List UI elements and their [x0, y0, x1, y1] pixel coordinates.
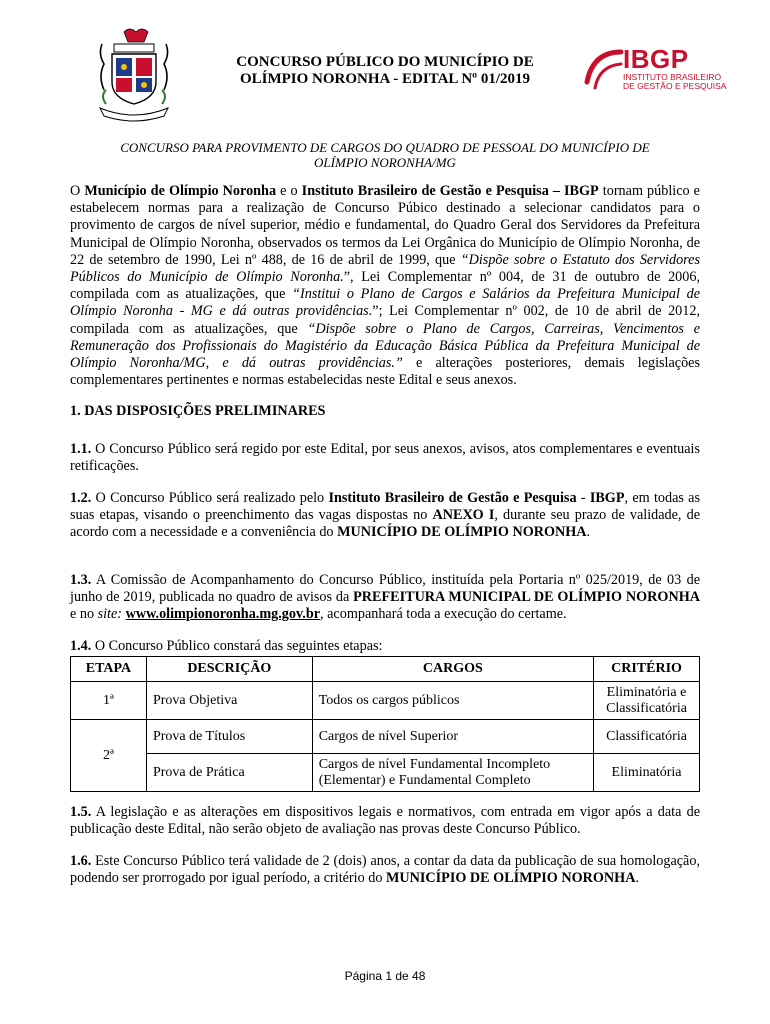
- municipality-website-link[interactable]: www.olimpionoronha.mg.gov.br: [125, 606, 321, 623]
- ibgp-logo-text: [623, 46, 726, 91]
- intro-text: e alterações posteriores, demais legislações complementares pertinentes e normas estabelecidas neste Edital e seus anexos.: [70, 355, 700, 389]
- intro-italic: “Dispõe sobre o Estatuto dos Servidores Públicos do Município de Olímpio Noronha.: [70, 251, 700, 286]
- item-number: 1.4.: [70, 638, 92, 654]
- subtitle-line-2: OLÍMPIO NORONHA/MG: [314, 155, 456, 170]
- paragraph-1-3: [70, 572, 700, 624]
- table-row: [71, 754, 700, 792]
- item-number: 1.5.: [70, 804, 92, 820]
- ibgp-logo-sub-2: DE GESTÃO E PESQUISA: [623, 81, 727, 91]
- item-bold: MUNICÍPIO DE OLÍMPIO NORONHA: [385, 870, 636, 887]
- criterio-line: Eliminatória e: [606, 684, 687, 700]
- criterio-line: Classificatória: [606, 700, 687, 716]
- intro-text: ”; Lei Complementar nº 002, de 10 de abril de 2012, compilada com as atualizações, que: [70, 303, 701, 337]
- item-text: A Comissão de Acompanhamento do Concurso Público, instituída pela Portaria nº 025/2019, de 03 de junho de 2019, publicada no quadro de avisos da: [70, 572, 700, 606]
- paragraph-1-4: [70, 638, 700, 655]
- cell-descricao: Prova de Títulos: [146, 720, 312, 754]
- cell-cargos: Cargos de nível Superior: [312, 720, 593, 754]
- paragraph-1-5: [70, 804, 700, 838]
- table-row: [71, 682, 700, 720]
- cargos-line: Cargos de nível Fundamental Incompleto: [318, 756, 551, 772]
- ibgp-logo-sub-1: INSTITUTO BRASILEIRO: [623, 72, 722, 82]
- ibgp-logo-main: IBGP: [623, 44, 689, 74]
- cell-descricao: Prova Objetiva: [146, 682, 312, 720]
- table-row: [71, 720, 700, 754]
- cell-descricao: Prova de Prática: [146, 754, 312, 792]
- column-header-descricao: DESCRIÇÃO: [146, 657, 312, 682]
- page-number: Página 1 de 48: [344, 969, 426, 983]
- table-header-row: [71, 657, 700, 682]
- section-1-heading: 1. DAS DISPOSIÇÕES PRELIMINARES: [70, 403, 326, 419]
- item-text: O Concurso Público será regido por este Edital, por seus anexos, avisos, atos complementares e eventuais retificações.: [70, 441, 700, 475]
- document-title: [205, 54, 565, 88]
- subtitle-line-1: CONCURSO PARA PROVIMENTO DE CARGOS DO QUADRO DE PESSOAL DO MUNICÍPIO DE: [120, 140, 650, 155]
- item-text: .: [586, 524, 591, 541]
- cell-cargos: [312, 754, 593, 792]
- intro-italic: “Dispõe sobre o Plano de Cargos, Carreiras, Vencimentos e Remuneração dos Profissionais do Magistério da Educação Básica Pública da Prefeitura Municipal de Olímpio Noronha/MG, e dá outras providências.”: [70, 320, 700, 372]
- title-line-2: OLÍMPIO NORONHA - EDITAL Nº 01/2019: [239, 71, 531, 87]
- item-text: .: [635, 870, 639, 887]
- title-line-1: CONCURSO PÚBLICO DO MUNICÍPIO DE: [236, 54, 534, 70]
- cargos-line: (Elementar) e Fundamental Completo: [318, 772, 531, 788]
- intro-bold: Instituto Brasileiro de Gestão e Pesquisa – IBGP: [301, 183, 599, 199]
- cell-criterio: Eliminatória: [594, 754, 700, 792]
- cell-criterio: Classificatória: [594, 720, 700, 754]
- paragraph-1-6: [70, 853, 700, 887]
- intro-bold: Município de Olímpio Noronha: [84, 183, 277, 199]
- item-text: O Concurso Público será realizado pelo: [91, 490, 329, 506]
- item-text: A legislação e as alterações em dispositivos legais e normativos, com entrada em vigor após a data de publicação deste Edital, não serão objeto de avaliação nas provas deste Concurso Público.: [70, 804, 700, 838]
- item-bold: PREFEITURA MUNICIPAL DE OLÍMPIO NORONHA: [353, 589, 700, 606]
- item-bold: Instituto Brasileiro de Gestão e Pesquisa: [328, 490, 577, 506]
- municipal-coat-of-arms-icon: [94, 26, 174, 124]
- intro-text: O: [70, 183, 85, 199]
- item-bold: ANEXO I: [432, 507, 495, 524]
- cell-etapa: 1ª: [71, 682, 147, 720]
- item-number: 1.6.: [70, 853, 92, 869]
- paragraph-1-1: [70, 441, 700, 475]
- document-subtitle: [70, 140, 700, 170]
- paragraph-1-2: [70, 490, 700, 542]
- cell-cargos: Todos os cargos públicos: [312, 682, 593, 720]
- column-header-cargos: CARGOS: [312, 657, 593, 682]
- item-number: 1.1.: [70, 441, 92, 457]
- item-bold: IBGP: [589, 490, 625, 506]
- item-text: -: [576, 490, 590, 506]
- cell-etapa: 2ª: [71, 720, 147, 792]
- item-bold: MUNICÍPIO DE OLÍMPIO NORONHA: [337, 524, 587, 541]
- item-number: 1.2.: [70, 490, 92, 506]
- item-number: 1.3.: [70, 572, 92, 588]
- item-italic: site:: [97, 606, 123, 623]
- intro-text: ”, Lei Complementar nº 004, de 31 de outubro de 2006, compilada com as atualizações, que: [70, 269, 700, 303]
- intro-paragraph: [70, 183, 700, 389]
- item-text: O Concurso Público constará das seguintes etapas:: [91, 638, 383, 654]
- item-text: Este Concurso Público terá validade de 2 (dois) anos, a contar da data da publicação de sua homologação, podendo ser prorrogado por igual período, a critério do: [70, 853, 700, 887]
- stages-table: [70, 656, 700, 792]
- intro-text: tornam público e estabelecem normas para a realização de Concurso Púbico destinado a selecionar candidatos para o provimento de cargos de nível superior, médio e fundamental, do Quadro Geral dos Servidores da Prefeitura Municipal de Olímpio Noronha, observados os termos da Lei Orgânica do Município de Olímpio Noronha, de 22 de setembro de 1990, Lei nº 488, de 16 de abril de 1999, que: [70, 183, 700, 268]
- item-text: , acompanhará toda a execução do certame.: [320, 606, 567, 623]
- item-text: , em todas as suas etapas, visando o preenchimento das vagas dispostas no: [70, 490, 700, 524]
- column-header-etapa: ETAPA: [71, 657, 147, 682]
- intro-italic: “Institui o Plano de Cargos e Salários da Prefeitura Municipal de Olímpio Noronha - MG e dá outras providências.: [70, 286, 700, 320]
- intro-text: e o: [276, 183, 302, 199]
- item-text: , durante seu prazo de validade, de acordo com a necessidade e a conveniência do: [70, 507, 700, 541]
- column-header-criterio: CRITÉRIO: [594, 657, 700, 682]
- cell-criterio: [594, 682, 700, 720]
- item-text: e no: [70, 606, 98, 623]
